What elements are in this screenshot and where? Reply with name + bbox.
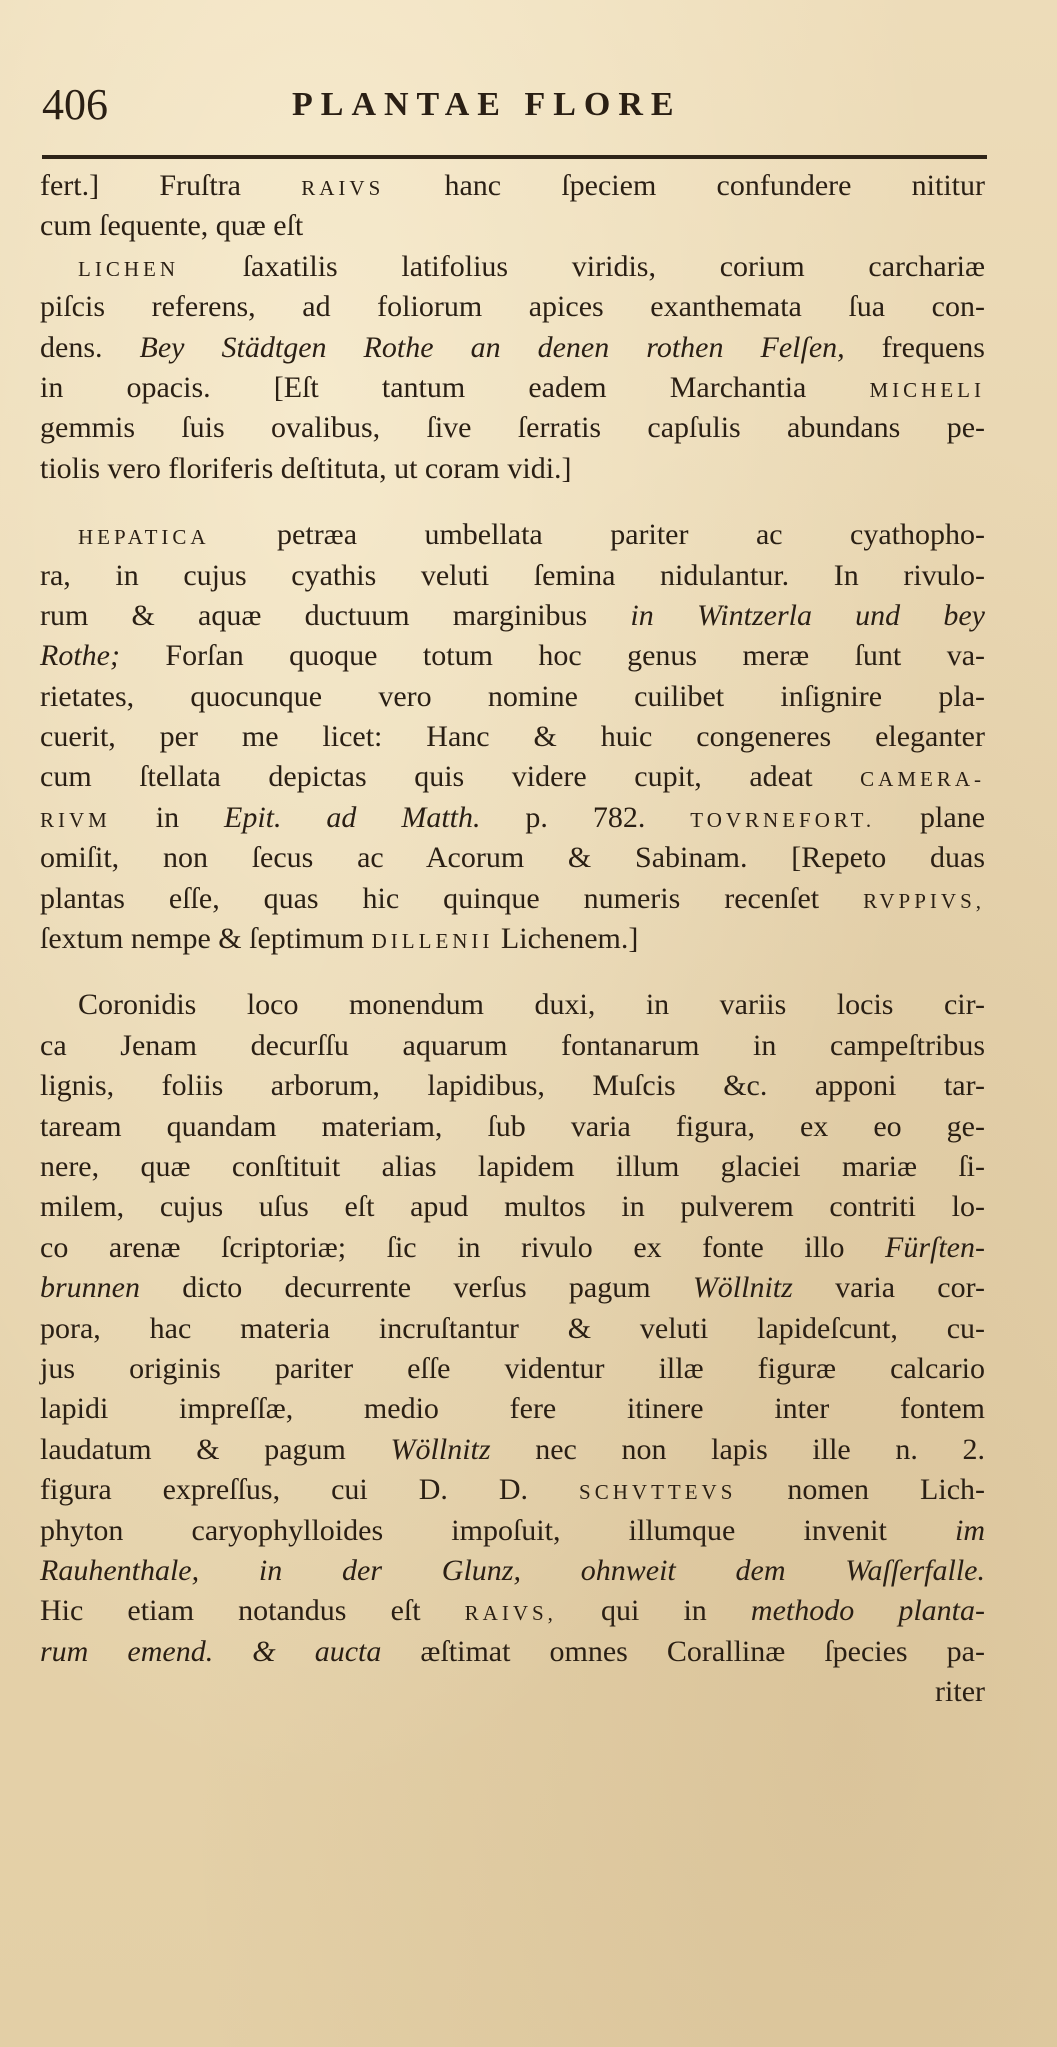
text-line xyxy=(40,515,985,555)
text-run: tiolis vero floriferis deſtituta, ut coram vidi.] xyxy=(40,451,572,485)
text-run: qui in xyxy=(556,1594,751,1628)
text-run: varia cor- xyxy=(792,1271,985,1305)
small-caps-name: MICHELI xyxy=(869,377,985,402)
text-line xyxy=(40,287,985,327)
text-line xyxy=(40,1349,985,1389)
body-text xyxy=(40,166,985,1712)
italic-text: Rauhenthale, in der Glunz, ohnweit dem Waſſerfalle. xyxy=(40,1553,985,1587)
italic-text: Fürſten- xyxy=(885,1230,985,1264)
italic-text: methodo planta- xyxy=(750,1594,985,1628)
text-run: in opacis. [Eſt tantum eadem Marchantia xyxy=(40,370,870,404)
text-run: milem, cujus uſus eſt apud multos in pulverem contriti lo- xyxy=(40,1190,985,1224)
text-line xyxy=(40,1389,985,1429)
text-run: ra, in cujus cyathis veluti ſemina nidulantur. In rivulo- xyxy=(40,558,985,592)
text-line xyxy=(40,757,985,797)
text-run: hanc ſpeciem confundere nititur xyxy=(384,169,985,202)
text-run: nec non lapis ille n. 2. xyxy=(490,1432,985,1466)
catchword xyxy=(40,1672,985,1712)
text-run: gemmis ſuis ovalibus, ſive ſerratis capſulis abundans pe- xyxy=(40,411,985,445)
text-run: dicto decurrente verſus pagum xyxy=(140,1271,693,1305)
text-run: p. 782. xyxy=(480,800,691,834)
text-line xyxy=(40,449,985,489)
text-run: petræa umbellata pariter ac cyathopho- xyxy=(209,518,985,552)
running-title: PLANTAE FLORE xyxy=(292,86,682,123)
text-line xyxy=(40,1268,985,1308)
text-run: Lichenem.] xyxy=(493,922,639,956)
text-line xyxy=(40,1430,985,1470)
small-caps-name: CAMERA- xyxy=(860,767,985,792)
text-line xyxy=(40,1187,985,1227)
text-line xyxy=(40,677,985,717)
text-line xyxy=(40,247,985,287)
text-line xyxy=(40,206,985,246)
text-run: ca Jenam decurſſu aquarum fontanarum in campeſtribus xyxy=(40,1028,985,1062)
text-run: co arenæ ſcriptoriæ; ſic in rivulo ex fonte illo xyxy=(40,1230,886,1264)
small-caps-name: LICHEN xyxy=(78,256,179,281)
italic-text: im xyxy=(955,1513,985,1547)
text-run: figura expreſſus, cui D. D. xyxy=(40,1473,580,1507)
text-run: lignis, foliis arborum, lapidibus, Muſcis &c. apponi tar- xyxy=(40,1069,985,1103)
text-line xyxy=(40,636,985,676)
text-line xyxy=(40,1228,985,1268)
italic-text: Wöllnitz xyxy=(692,1271,793,1305)
text-run: æſtimat omnes Corallinæ ſpecies pa- xyxy=(381,1634,985,1668)
text-line xyxy=(40,596,985,636)
italic-text: Wöllnitz xyxy=(390,1432,491,1466)
italic-text: rum emend. & aucta xyxy=(40,1634,382,1668)
text-run: Coronidis loco monendum duxi, in variis locis cir- xyxy=(78,988,985,1022)
text-line xyxy=(40,1066,985,1106)
italic-text: Rothe; xyxy=(40,639,120,673)
text-run: fert.] Fruſtra xyxy=(40,169,302,202)
text-run: laudatum & pagum xyxy=(40,1432,391,1466)
text-run: omiſit, non ſecus ac Acorum & Sabinam. [Repeto duas xyxy=(40,841,985,875)
text-run: jus originis pariter eſſe videntur illæ figuræ calcario xyxy=(40,1351,985,1385)
text-line xyxy=(40,1107,985,1147)
small-caps-name: RVPPIVS, xyxy=(863,888,985,913)
text-run: cuerit, per me licet: Hanc & huic congeneres eleganter xyxy=(40,720,985,754)
small-caps-name: RIVM xyxy=(40,807,111,832)
text-run: Forſan quoque totum hoc genus meræ ſunt va- xyxy=(119,639,985,673)
text-run: Hic etiam notandus eſt xyxy=(40,1594,465,1628)
text-run: nomen Lich- xyxy=(736,1473,986,1507)
text-run: pora, hac materia incruſtantur & veluti lapideſcunt, cu- xyxy=(40,1311,985,1345)
text-run: plantas eſſe, quas hic quinque numeris recenſet xyxy=(40,881,864,915)
small-caps-name: RAIVS xyxy=(301,176,385,200)
text-line xyxy=(40,919,985,959)
italic-text: brunnen xyxy=(40,1271,140,1305)
text-run: taream quandam materiam, ſub varia figura, ex eo ge- xyxy=(40,1109,985,1143)
text-run: ſextum nempe & ſeptimum xyxy=(40,922,372,956)
text-line xyxy=(40,1026,985,1066)
text-line xyxy=(40,1591,985,1631)
text-line xyxy=(40,1632,985,1672)
small-caps-name: DILLENII xyxy=(371,929,494,954)
text-line xyxy=(40,985,985,1025)
text-line xyxy=(40,838,985,878)
text-run: riter xyxy=(935,1675,985,1709)
small-caps-name: HEPATICA xyxy=(78,525,210,550)
text-run: rietates, quocunque vero nomine cuilibet inſignire pla- xyxy=(40,679,985,713)
text-line xyxy=(40,1470,985,1510)
text-line xyxy=(40,408,985,448)
text-run: in xyxy=(110,800,225,834)
text-line xyxy=(40,166,985,206)
small-caps-name: SCHVTTEVS xyxy=(579,1480,737,1505)
italic-text: in Wintzerla und bey xyxy=(630,598,985,632)
text-run: ſaxatilis latifolius viridis, corium carchariæ xyxy=(179,249,985,283)
text-run: rum & aquæ ductuum marginibus xyxy=(40,598,631,632)
italic-text: Bey Städtgen Rothe an denen rothen Felſen, xyxy=(139,330,845,364)
text-run: phyton caryophylloides impoſuit, illumque invenit xyxy=(40,1513,955,1547)
text-line xyxy=(40,1309,985,1349)
text-line xyxy=(40,1147,985,1187)
text-line xyxy=(40,1511,985,1551)
text-line xyxy=(40,717,985,757)
text-line xyxy=(40,368,985,408)
page-number: 406 xyxy=(42,80,108,129)
header-rule xyxy=(42,155,987,159)
text-line xyxy=(40,879,985,919)
text-line xyxy=(40,328,985,368)
small-caps-name: TOVRNEFORT. xyxy=(690,807,876,832)
text-line xyxy=(40,798,985,838)
text-run: frequens xyxy=(844,330,985,364)
text-run: plane xyxy=(875,800,986,834)
text-run: cum ſequente, quæ eſt xyxy=(40,209,304,243)
text-run: dens. xyxy=(40,330,140,364)
text-run: piſcis referens, ad foliorum apices exanthemata ſua con- xyxy=(40,290,985,324)
text-line xyxy=(40,556,985,596)
page-header xyxy=(42,70,1022,140)
text-run: cum ſtellata depictas quis videre cupit, adeat xyxy=(40,760,861,794)
text-line xyxy=(40,1551,985,1591)
text-run: lapidi impreſſæ, medio fere itinere inter fontem xyxy=(40,1392,985,1426)
small-caps-name: RAIVS, xyxy=(464,1601,557,1626)
italic-text: Epit. ad Matth. xyxy=(224,800,481,834)
text-run: nere, quæ conſtituit alias lapidem illum glaciei mariæ ſi- xyxy=(40,1149,985,1183)
